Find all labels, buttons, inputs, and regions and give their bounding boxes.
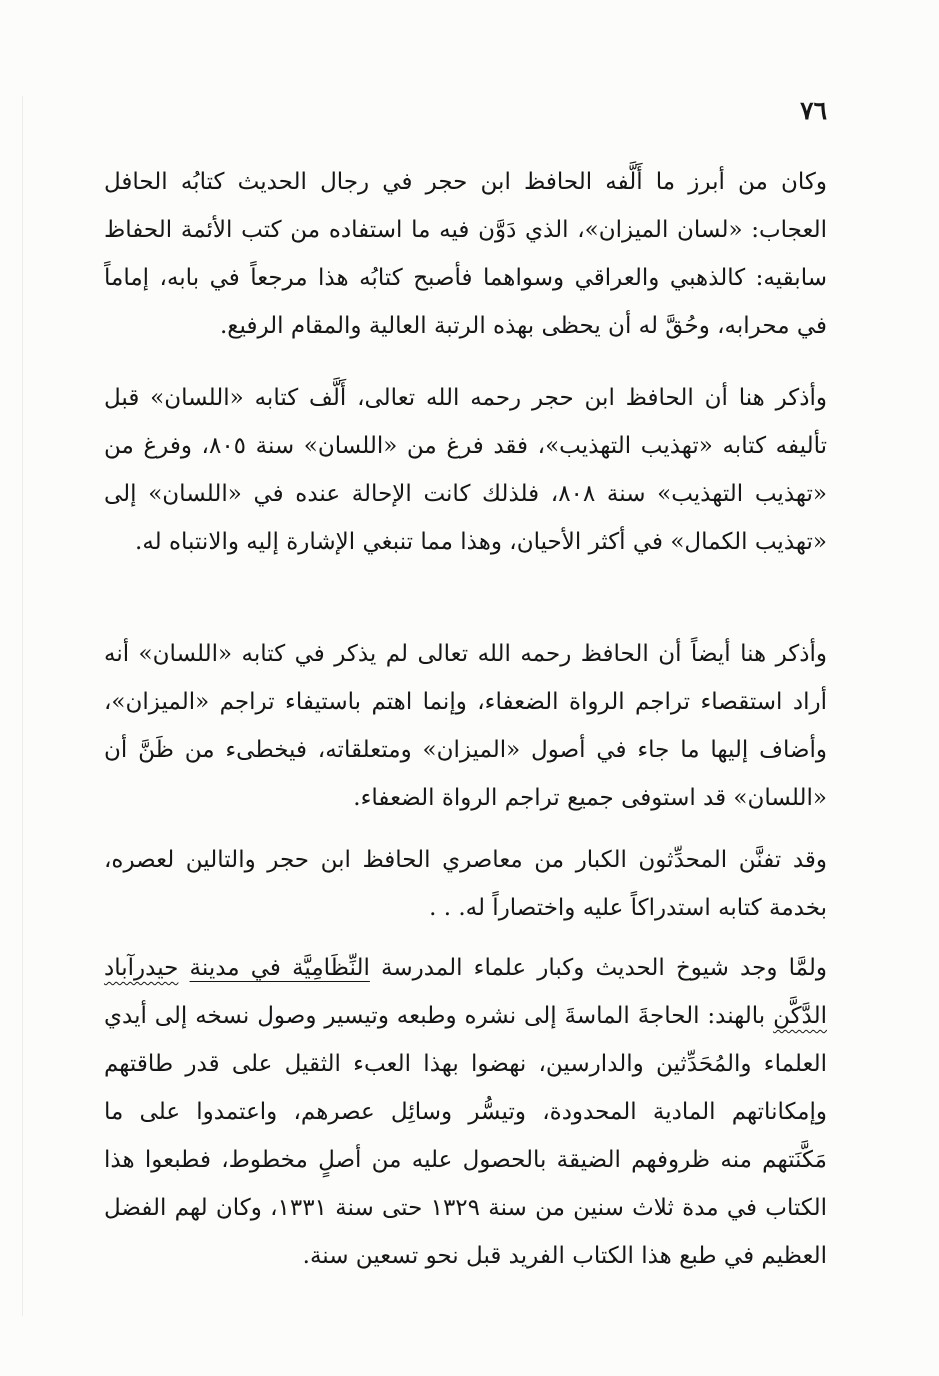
paragraph-2-text: وأذكر هنا أن الحافظ ابن حجر رحمه الله تعالى، أَلَّف كتابه «اللسان» قبل تأليفه كتابه «تهذيب التهذيب»، فقد فرغ من «اللسان» سنة ٨٠٥، وفرغ من «تهذيب التهذيب» سنة ٨٠٨، فلذلك كانت الإحالة عنده في «اللسان» إلى «تهذيب الكمال» في أكثر الأحيان، وهذا مما تنبغي الإشارة إليه والانتباه له. <box>104 385 828 555</box>
paragraph-3 <box>104 630 827 822</box>
scan-edge-shadow <box>22 96 23 1316</box>
paragraph-4-text: وقد تفنَّن المحدِّثون الكبار من معاصري الحافظ ابن حجر والتالين لعصره، بخدمة كتابه استدراكاً عليه واختصاراً له. . . <box>104 847 827 921</box>
underlined-nizamiyya: النِّظَامِيَّة في مدينة <box>189 955 370 981</box>
paragraph-1 <box>104 158 827 350</box>
paragraph-5-part-1: ولمَّا وجد شيوخ الحديث وكبار علماء المدرسة <box>369 955 827 981</box>
paragraph-1-text: وكان من أبرز ما أَلَّفه الحافظ ابن حجر في رجال الحديث كتابُه الحافل العجاب: «لسان الميزان»، الذي دَوَّن فيه ما استفاده من كتب الأئمة الحفاظ سابقيه: كالذهبي والعراقي وسواهما فأصبح كتابُه هذا مرجعاً في بابه، إماماً في محرابه، وحُقَّ له أن يحظى بهذه الرتبة العالية والمقام الرفيع. <box>104 169 828 339</box>
page-number: ٧٦ <box>800 96 827 125</box>
paragraph-2 <box>104 374 827 566</box>
paragraph-5-part-3: بالهند: الحاجةَ الماسةَ إلى نشره وطبعه وتيسير وصول نسخه إلى أيدي العلماء والمُحَدِّثين والدارسين، نهضوا بهذا العبء الثقيل على قدر طاقتهم وإمكاناتهم المادية المحدودة، وتيسُّر وسائِل عصرهم، واعتمدوا على ما مَكَّنَتهم منه ظروفهم الضيقة بالحصول عليه من أصلٍ مخطوط، فطبعوا هذا الكتاب في مدة ثلاث سنين من سنة ١٣٢٩ حتى سنة ١٣٣١، وكان لهم الفضل العظيم في طبع هذا الكتاب الفريد قبل نحو تسعين سنة. <box>104 1003 827 1269</box>
paragraph-5-part-2 <box>178 955 189 981</box>
underlined-hyderabad: حيدرآباد الدَّكَّن <box>104 955 827 1029</box>
paragraph-3-text: وأذكر هنا أيضاً أن الحافظ رحمه الله تعالى لم يذكر في كتابه «اللسان» أنه أراد استقصاء تراجم الرواة الضعفاء، وإنما اهتم باستيفاء تراجم «الميزان»، وأضاف إليها ما جاء في أصول «الميزان» ومتعلقاته، فيخطىء من ظَنَّ أن «اللسان» قد استوفى جميع تراجم الرواة الضعفاء. <box>104 641 827 811</box>
paragraph-4 <box>104 836 827 932</box>
paragraph-5 <box>104 944 827 1280</box>
paragraph-5-text <box>104 944 827 1280</box>
